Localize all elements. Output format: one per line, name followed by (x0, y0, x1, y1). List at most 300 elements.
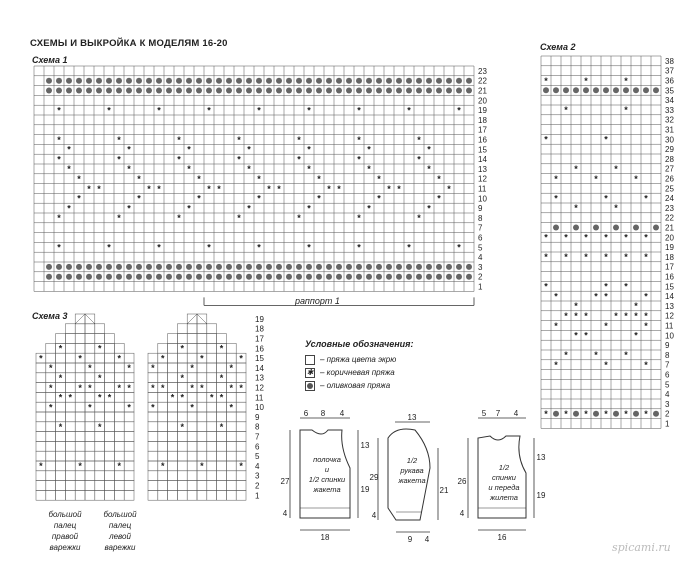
dot-icon (256, 264, 262, 270)
asterisk-icon: * (190, 402, 194, 413)
row-number: 12 (255, 383, 264, 393)
asterisk-icon: * (634, 311, 638, 321)
asterisk-icon: * (239, 353, 243, 364)
dot-icon (76, 88, 82, 94)
dot-icon (306, 264, 312, 270)
asterisk-icon: * (564, 252, 568, 263)
dot-icon (206, 264, 212, 270)
dot-icon (613, 225, 619, 231)
dot-icon (86, 264, 92, 270)
row-number: 22 (478, 76, 487, 86)
dot-icon (336, 88, 342, 94)
row-number: 17 (255, 334, 264, 344)
dot-icon (573, 411, 579, 417)
dot-icon (226, 274, 232, 280)
asterisk-icon: * (78, 353, 82, 364)
rapport-label: раппорт 1 (295, 296, 340, 306)
dot-icon (466, 264, 472, 270)
row-number: 20 (665, 233, 674, 243)
row-number: 16 (665, 272, 674, 282)
dot-icon (126, 264, 132, 270)
dot-icon (633, 411, 639, 417)
empty-square-icon (305, 355, 315, 365)
asterisk-icon: * (257, 105, 261, 116)
asterisk-icon: * (77, 174, 81, 184)
asterisk-icon: * (624, 281, 628, 292)
dot-icon (276, 274, 282, 280)
asterisk-icon: * (644, 320, 648, 331)
row-number: 33 (665, 105, 674, 115)
asterisk-icon: * (219, 373, 224, 383)
row-number: 9 (665, 341, 670, 351)
asterisk-icon: * (117, 382, 122, 393)
asterisk-icon: * (267, 183, 271, 194)
dot-icon (406, 88, 412, 94)
asterisk-icon: * (57, 154, 61, 165)
dot-icon (466, 274, 472, 280)
dot-icon (563, 87, 569, 93)
row-number: 11 (255, 393, 264, 403)
row-number: 8 (665, 350, 670, 360)
asterisk-icon: * (417, 154, 421, 165)
dot-icon (266, 264, 272, 270)
row-number: 10 (255, 403, 264, 413)
dot-icon (406, 264, 412, 270)
dot-icon (136, 88, 142, 94)
dot-icon (593, 411, 599, 417)
dot-icon (136, 264, 142, 270)
dot-icon (583, 87, 589, 93)
dot-icon (623, 87, 629, 93)
asterisk-icon: * (307, 242, 311, 253)
row-number: 3 (255, 471, 260, 481)
dot-icon (633, 225, 639, 231)
dot-icon (246, 264, 252, 270)
dot-icon (426, 264, 432, 270)
asterisk-icon: * (417, 134, 421, 145)
dot-icon (356, 274, 362, 280)
asterisk-icon: * (377, 193, 381, 204)
dot-icon (166, 264, 172, 270)
dot-icon (396, 264, 402, 270)
row-number: 18 (255, 324, 264, 334)
asterisk-icon: * (97, 343, 102, 354)
asterisk-icon: * (127, 203, 131, 214)
asterisk-icon: * (624, 105, 628, 116)
asterisk-icon: * (239, 461, 243, 472)
dot-icon (166, 78, 172, 84)
dot-icon (653, 87, 659, 93)
asterisk-icon: * (58, 392, 63, 403)
asterisk-icon: * (97, 392, 102, 403)
dot-icon (643, 87, 649, 93)
dot-icon (456, 264, 462, 270)
dot-icon (396, 274, 402, 280)
dimension-label: 13 (407, 413, 417, 422)
dot-icon (416, 78, 422, 84)
asterisk-icon: * (247, 164, 251, 175)
asterisk-icon: * (177, 154, 181, 165)
dot-icon (653, 225, 659, 231)
asterisk-icon: * (357, 242, 361, 253)
dot-icon (226, 78, 232, 84)
row-number: 1 (478, 282, 483, 292)
row-number: 17 (665, 262, 674, 272)
asterisk-icon: * (624, 350, 628, 361)
dot-icon (246, 88, 252, 94)
asterisk-icon: * (544, 232, 548, 243)
row-number: 29 (665, 145, 674, 155)
asterisk-icon: * (78, 461, 82, 472)
dot-icon (346, 88, 352, 94)
watermark: spicami.ru (612, 541, 671, 554)
dot-icon (56, 264, 62, 270)
dimension-label: 9 (407, 535, 413, 544)
dot-icon (196, 88, 202, 94)
asterisk-icon: * (574, 330, 578, 341)
dot-icon (356, 78, 362, 84)
dot-icon (346, 264, 352, 270)
asterisk-icon: * (554, 291, 558, 302)
asterisk-icon: * (67, 203, 71, 214)
scheme2-chart (539, 54, 679, 432)
dot-icon (346, 78, 352, 84)
asterisk-icon: * (88, 402, 92, 413)
dot-icon (96, 78, 102, 84)
asterisk-icon: * (594, 173, 598, 184)
asterisk-icon: * (644, 232, 648, 243)
row-number: 25 (665, 184, 674, 194)
dot-icon (66, 78, 72, 84)
front-piece-label: полочка и 1/2 спинки жакета (308, 455, 346, 494)
dot-icon (366, 264, 372, 270)
dot-icon (346, 274, 352, 280)
asterisk-icon: * (624, 232, 628, 243)
asterisk-icon: * (584, 252, 588, 263)
dot-icon (396, 78, 402, 84)
asterisk-icon: * (88, 363, 92, 374)
dot-icon (206, 88, 212, 94)
asterisk-icon: * (207, 242, 211, 253)
row-number: 4 (255, 461, 260, 471)
asterisk-icon: * (584, 232, 588, 243)
asterisk-icon: * (257, 174, 261, 184)
dot-icon (146, 78, 152, 84)
asterisk-icon: * (367, 164, 371, 175)
dimension-label: 4 (459, 509, 465, 518)
dot-icon (106, 264, 112, 270)
asterisk-icon: * (257, 242, 261, 253)
dot-icon (236, 88, 242, 94)
asterisk-icon: * (614, 164, 618, 174)
dot-icon (216, 78, 222, 84)
dot-icon (376, 88, 382, 94)
dot-icon (76, 264, 82, 270)
asterisk-icon: * (584, 75, 588, 86)
asterisk-icon: * (219, 422, 224, 432)
row-number: 8 (478, 213, 483, 223)
asterisk-icon: * (307, 105, 311, 116)
asterisk-icon: * (137, 193, 141, 204)
asterisk-icon: * (239, 382, 243, 393)
asterisk-icon: * (207, 183, 211, 194)
row-number: 32 (665, 115, 674, 125)
asterisk-icon: * (180, 422, 185, 432)
asterisk-icon: * (247, 144, 251, 155)
row-number: 3 (665, 399, 670, 409)
row-number: 18 (478, 115, 487, 125)
asterisk-icon: * (574, 164, 578, 174)
asterisk-icon: * (594, 291, 598, 302)
asterisk-icon: * (634, 301, 638, 312)
asterisk-icon: * (157, 242, 161, 253)
row-number: 8 (255, 422, 260, 432)
legend-item-brown: ✱ – коричневая пряжа (306, 367, 395, 377)
row-number: 28 (665, 154, 674, 164)
asterisk-icon: * (151, 363, 155, 374)
asterisk-icon: * (564, 409, 568, 419)
asterisk-icon: * (367, 203, 371, 214)
asterisk-icon: * (247, 203, 251, 214)
dot-icon (86, 274, 92, 280)
dot-icon (146, 274, 152, 280)
asterisk-icon: * (357, 134, 361, 145)
asterisk-icon: * (307, 164, 311, 175)
dimension-label: 4 (282, 509, 288, 518)
asterisk-icon: * (187, 164, 191, 175)
asterisk-icon: * (644, 409, 648, 419)
asterisk-icon: * (457, 242, 461, 253)
dot-icon (376, 274, 382, 280)
asterisk-icon: * (237, 154, 241, 165)
page-title: СХЕМЫ И ВЫКРОЙКА К МОДЕЛЯМ 16-20 (30, 38, 228, 49)
row-number: 15 (665, 282, 674, 292)
asterisk-icon: * (624, 75, 628, 86)
caption-right-mitten: большой палец правой варежки (48, 510, 82, 552)
asterisk-icon: * (604, 409, 608, 419)
dot-icon (276, 78, 282, 84)
asterisk-icon: * (604, 281, 608, 292)
asterisk-icon: * (624, 409, 628, 419)
dot-icon (116, 88, 122, 94)
dot-icon (126, 274, 132, 280)
asterisk-icon: * (67, 164, 71, 175)
dot-icon (76, 274, 82, 280)
dot-icon (176, 78, 182, 84)
asterisk-icon: * (427, 164, 431, 175)
row-number: 9 (478, 204, 483, 214)
asterisk-icon: * (127, 382, 131, 393)
dimension-label: 5 (481, 409, 487, 418)
row-number: 11 (665, 321, 674, 331)
dot-icon (306, 88, 312, 94)
dot-icon (156, 274, 162, 280)
dot-icon (186, 264, 192, 270)
asterisk-icon: * (427, 203, 431, 214)
dot-icon (296, 88, 302, 94)
asterisk-icon: * (180, 343, 185, 354)
row-number: 10 (665, 331, 674, 341)
asterisk-icon: * (644, 311, 648, 321)
dot-icon (593, 87, 599, 93)
asterisk-icon: * (217, 183, 221, 194)
asterisk-icon: * (407, 242, 411, 253)
row-number: 38 (665, 56, 674, 66)
dot-icon (266, 78, 272, 84)
dot-icon (386, 88, 392, 94)
asterisk-icon: * (574, 301, 578, 312)
asterisk-icon: * (87, 183, 91, 194)
asterisk-icon: * (180, 373, 185, 383)
dot-icon (456, 88, 462, 94)
dot-icon (326, 88, 332, 94)
asterisk-icon: * (177, 134, 181, 145)
dot-icon (466, 88, 472, 94)
vest-piece-label: 1/2 спинки и переда жилета (488, 463, 520, 502)
dot-icon (573, 225, 579, 231)
asterisk-icon: * (58, 343, 63, 354)
asterisk-icon: * (117, 353, 122, 364)
dot-icon (366, 88, 372, 94)
asterisk-icon: * (57, 105, 61, 116)
asterisk-icon: * (190, 382, 194, 393)
dot-icon (305, 381, 315, 391)
dot-icon (106, 274, 112, 280)
dot-icon (146, 88, 152, 94)
asterisk-icon: * (77, 193, 81, 204)
row-number: 7 (478, 223, 483, 233)
dimension-label: 4 (371, 511, 377, 520)
dot-icon (206, 78, 212, 84)
dot-icon (326, 264, 332, 270)
row-number: 6 (478, 233, 483, 243)
row-number: 3 (478, 262, 483, 272)
dot-icon (156, 264, 162, 270)
asterisk-icon: * (48, 402, 53, 413)
dot-icon (376, 78, 382, 84)
asterisk-icon: * (219, 392, 224, 403)
row-number: 19 (665, 243, 674, 253)
asterisk-icon: * (97, 373, 102, 383)
dot-icon (126, 88, 132, 94)
asterisk-icon: * (197, 193, 201, 204)
dot-icon (316, 264, 322, 270)
dot-icon (196, 274, 202, 280)
dot-icon (286, 88, 292, 94)
dot-icon (186, 78, 192, 84)
dot-icon (356, 264, 362, 270)
dot-icon (653, 411, 659, 417)
row-number: 24 (665, 194, 674, 204)
dot-icon (216, 274, 222, 280)
dot-icon (426, 274, 432, 280)
dot-icon (316, 274, 322, 280)
dot-icon (186, 274, 192, 280)
asterisk-icon: * (417, 213, 421, 224)
dot-icon (336, 264, 342, 270)
row-number: 7 (665, 360, 670, 370)
dot-icon (76, 78, 82, 84)
dot-icon (286, 78, 292, 84)
asterisk-icon: * (157, 183, 161, 194)
asterisk-icon: * (327, 183, 331, 194)
legend (305, 339, 413, 392)
dot-icon (56, 88, 62, 94)
asterisk-icon: * (407, 105, 411, 116)
asterisk-icon: * (614, 203, 618, 214)
dot-icon (436, 274, 442, 280)
row-number: 35 (665, 86, 674, 96)
row-number: 21 (665, 223, 674, 233)
legend-title: Условные обозначения: (305, 339, 414, 349)
asterisk-icon: * (387, 183, 391, 194)
row-number: 13 (665, 301, 674, 311)
dot-icon (426, 88, 432, 94)
sleeve-piece-label: 1/2 рукава жакета (398, 456, 426, 485)
asterisk-icon: * (307, 203, 311, 214)
caption-left-mitten: большой палец левой варежки (103, 510, 137, 552)
asterisk-icon: * (127, 363, 131, 374)
dot-icon (146, 264, 152, 270)
dot-icon (116, 78, 122, 84)
dot-icon (573, 87, 579, 93)
scheme2-label: Схема 2 (540, 42, 576, 52)
dot-icon (106, 78, 112, 84)
asterisk-icon: * (48, 363, 53, 374)
row-number: 36 (665, 76, 674, 86)
asterisk-icon: * (357, 105, 361, 116)
dimension-label: 19 (536, 491, 546, 500)
dot-icon (553, 225, 559, 231)
asterisk-icon: * (614, 311, 618, 321)
dot-icon (416, 88, 422, 94)
dimension-label: 4 (424, 535, 430, 544)
dimension-label: 26 (457, 477, 467, 486)
row-number: 10 (478, 194, 487, 204)
dot-icon (276, 264, 282, 270)
asterisk-icon: * (229, 363, 234, 374)
dot-icon (366, 274, 372, 280)
dot-icon (436, 264, 442, 270)
asterisk-icon: * (157, 105, 161, 116)
dot-icon (96, 264, 102, 270)
dot-icon (326, 78, 332, 84)
asterisk-icon: * (39, 353, 43, 364)
asterisk-icon: * (397, 183, 401, 194)
dot-icon (216, 88, 222, 94)
row-number: 34 (665, 96, 674, 106)
dot-icon (386, 264, 392, 270)
asterisk-icon: * (180, 392, 185, 403)
row-number: 16 (478, 135, 487, 145)
asterisk-icon: * (127, 164, 131, 175)
dot-icon (456, 78, 462, 84)
row-number: 31 (665, 125, 674, 135)
asterisk-icon: * (127, 144, 131, 155)
dot-icon (56, 274, 62, 280)
dot-icon (456, 274, 462, 280)
dot-icon (176, 264, 182, 270)
dot-icon (166, 274, 172, 280)
asterisk-icon: * (427, 144, 431, 155)
asterisk-icon: * (634, 173, 638, 184)
dot-icon (166, 88, 172, 94)
row-number: 23 (665, 203, 674, 213)
dot-icon (266, 274, 272, 280)
asterisk-icon: * (209, 392, 214, 403)
row-number: 1 (665, 419, 670, 429)
asterisk-icon: * (160, 353, 165, 364)
